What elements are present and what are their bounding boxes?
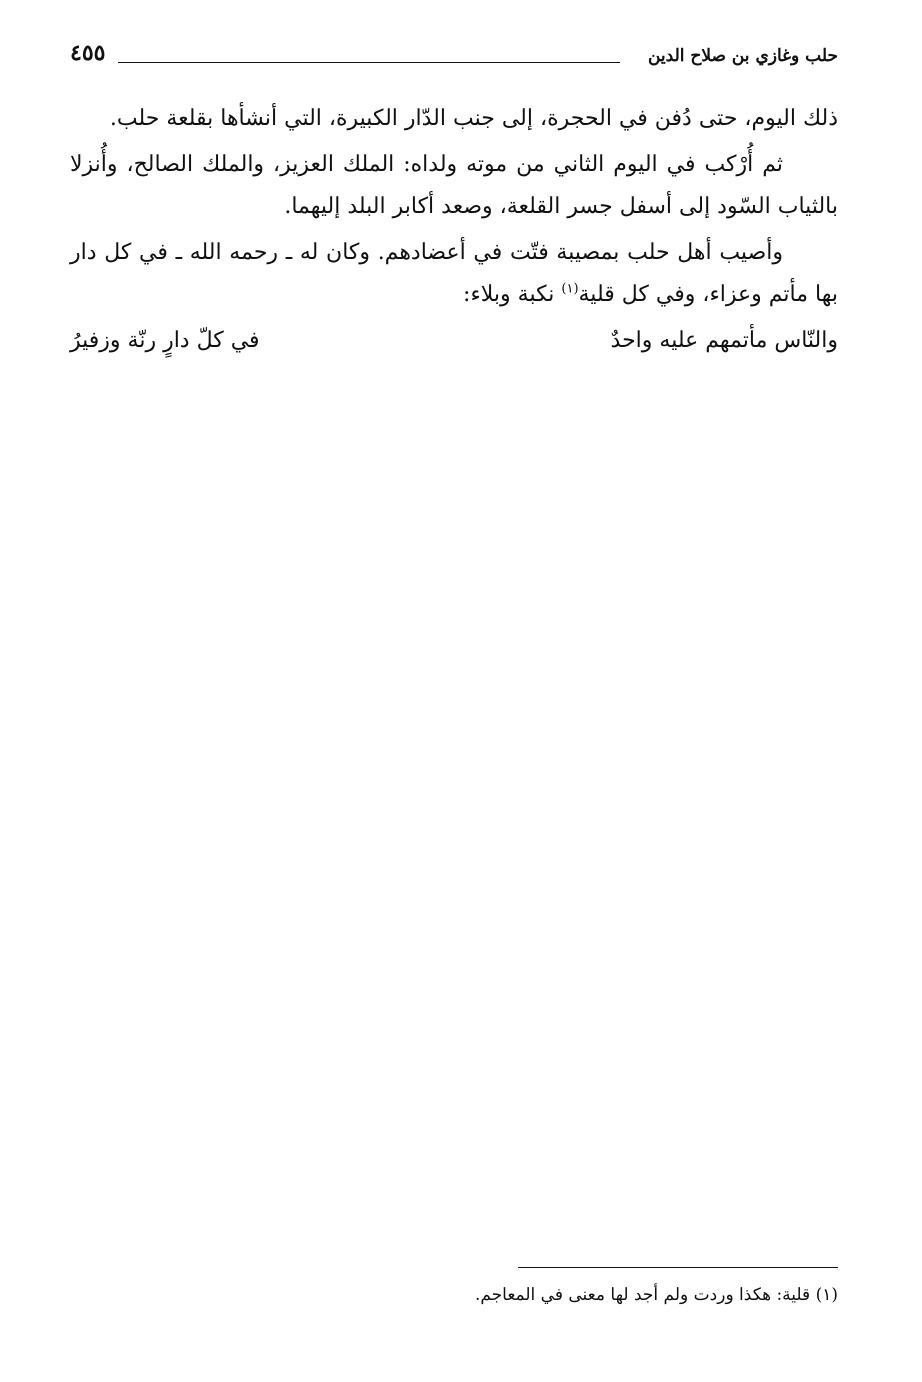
running-header-title: حلب وغازي بن صلاح الدين [647,46,838,66]
main-text [70,98,838,362]
paragraph-1: ذلك اليوم، حتى دُفن في الحجرة، إلى جنب الدّار الكبيرة، التي أنشأها بقلعة حلب. [109,106,838,131]
paragraph-3 [70,232,838,316]
footnote: (١) قلية: هكذا وردت ولم أجد لها معنى في المعاجم. [474,1285,838,1305]
page-number: ٤٥٥ [70,40,106,66]
header-rule [118,62,620,63]
footnote-rule [518,1267,838,1268]
poem-verse [70,320,838,362]
verse-first-hemistich: والنّاس مأتمهم عليه واحدٌ [610,328,838,353]
paragraph-2: ثم أُرْكب في اليوم الثاني من موته ولداه: الملك العزيز، والملك الصالح، وأُنزلا بالثياب السّود إلى أسفل جسر القلعة، وصعد أكابر البلد إليهما. [70,152,838,219]
verse-second-hemistich: في كلّ دارٍ رنّة وزفيرُ [70,328,260,353]
footnote-marker: (١) [561,281,579,297]
paragraph-3-text-b: نكبة وبلاء: [463,282,562,307]
paragraph-3-text-a: وأصيب أهل حلب بمصيبة فتّت في أعضادهم. وكان له ـ رحمه الله ـ في كل دار بها مأتم وعزاء، وفي كل قلية [70,240,838,307]
running-header [70,40,838,80]
